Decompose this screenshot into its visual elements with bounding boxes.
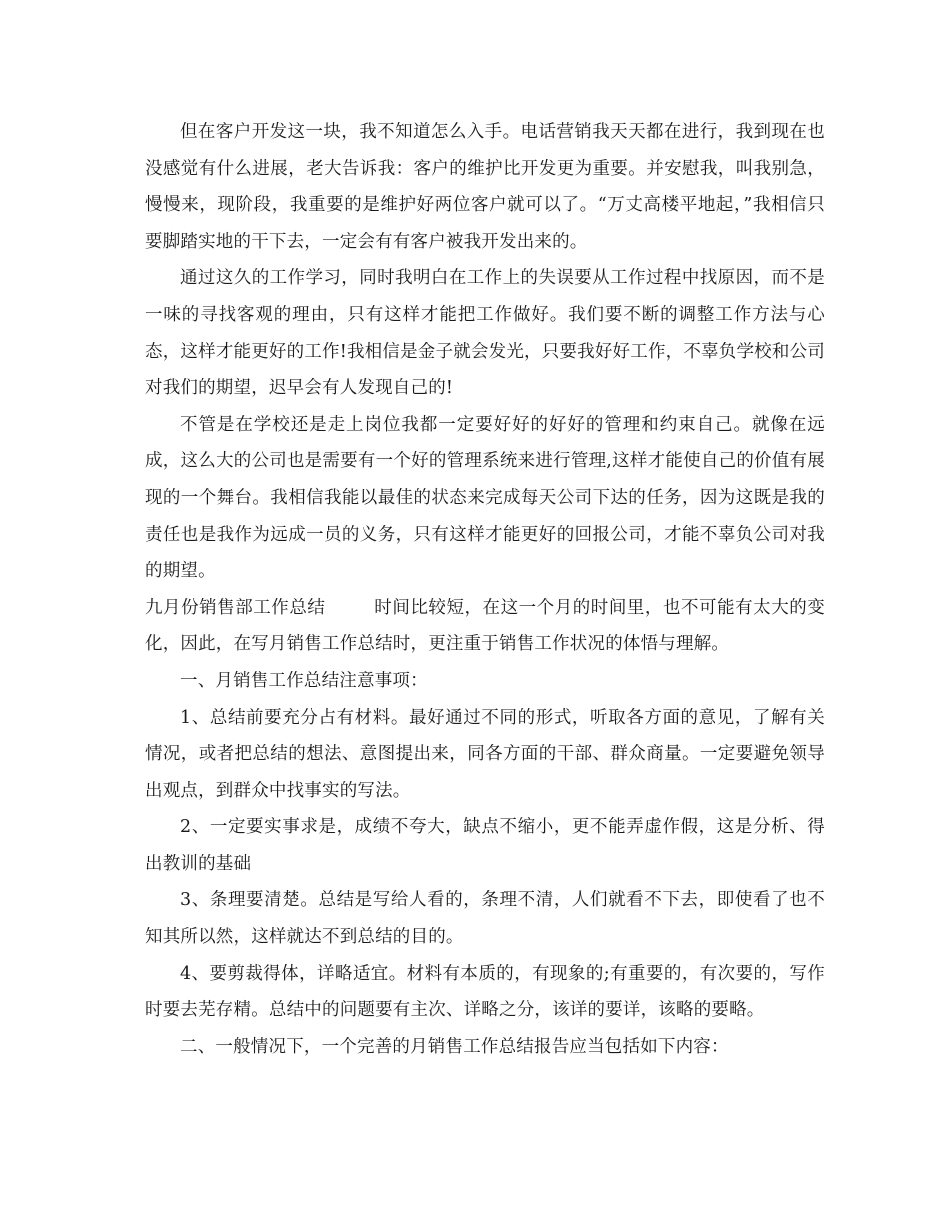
- heading-notes: 一、月销售工作总结注意事项：: [180, 670, 428, 691]
- paragraph-work-study: 通过这久的工作学习，同时我明白在工作上的失误要从工作过程中找原因，而不是一味的寻找客观的理由，只有这样才能把工作做好。我们要不断的调整工作方法与心态，这样才能更好的工作!我相信是金子就会发光，只要我好好工作，不辜负学校和公司对我们的期望，迟早会有人发现自己的!: [145, 268, 825, 399]
- list-item-3: 3、条理要清楚。总结是写给人看的，条理不清，人们就看不下去，即使看了也不知其所以然，这样就达不到总结的目的。: [145, 890, 825, 948]
- heading-report-contents: 二、一般情况下，一个完善的月销售工作总结报告应当包括如下内容：: [180, 1036, 729, 1057]
- paragraph-client-development: 但在客户开发这一块，我不知道怎么入手。电话营销我天天都在进行，我到现在也没感觉有什么进展，老大告诉我：客户的维护比开发更为重要。并安慰我，叫我别急，慢慢来，现阶段，我重要的是维护好两位客户就可以了。“万丈高楼平地起，”我相信只要脚踏实地的干下去，一定会有有客户被我开发出来的。: [145, 122, 825, 252]
- paragraph-september-summary: [145, 590, 825, 663]
- document-body: [145, 114, 825, 1065]
- list-item-1: 1、总结前要充分占有材料。最好通过不同的形式，听取各方面的意见，了解有关情况，或者把总结的想法、意图提出来，同各方面的干部、群众商量。一定要避免领导出观点，到群众中找事实的写法。: [145, 707, 825, 801]
- title-gap: [325, 598, 374, 618]
- list-item-2: 2、一定要实事求是，成绩不夸大，缺点不缩小，更不能弄虚作假，这是分析、得出教训的基础: [145, 817, 825, 874]
- paragraph-self-management: 不管是在学校还是走上岗位我都一定要好好的好好的管理和约束自己。就像在远成，这么大的公司也是需要有一个好的管理系统来进行管理,这样才能使自己的价值有展现的一个舞台。我相信我能以最佳的状态来完成每天公司下达的任务，因为这既是我的责任也是我作为远成一员的义务，只有这样才能更好的回报公司，才能不辜负公司对我的期望。: [145, 414, 825, 582]
- section-title: 九月份销售部工作总结: [145, 597, 326, 618]
- paragraph-september-summary-text: 时间比较短，在这一个月的时间里，也不可能有太大的变化，因此，在写月销售工作总结时，更注重于销售工作状况的体悟与理解。: [145, 597, 826, 655]
- list-item-4: 4、要剪裁得体，详略适宜。材料有本质的，有现象的;有重要的，有次要的，写作时要去芜存精。总结中的问题要有主次、详略之分，该详的要详，该略的要略。: [145, 963, 825, 1021]
